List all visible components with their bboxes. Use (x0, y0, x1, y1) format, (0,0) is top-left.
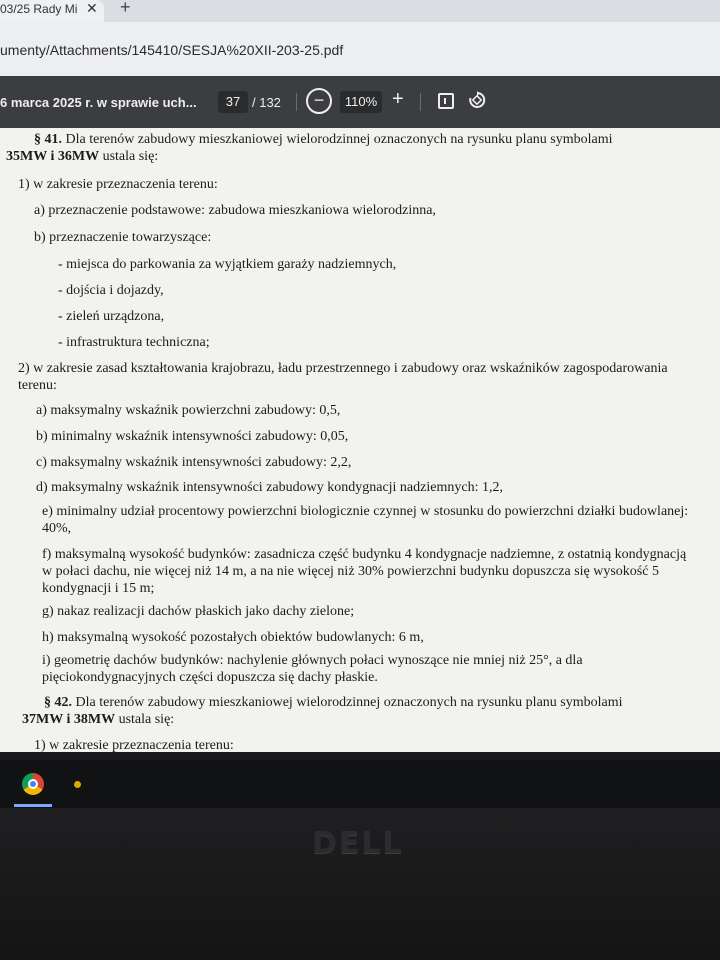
paragraph-41-symbols: 35MW i 36MW ustala się: (6, 149, 159, 164)
tab-title: 03/25 Rady Mi (0, 2, 78, 16)
address-bar[interactable] (0, 22, 720, 76)
document-title: 6 marca 2025 r. w sprawie uch... (0, 95, 197, 110)
list-item: 2) w zakresie zasad kształtowania krajobrazu, ładu przestrzennego i zabudowy oraz wskaźników zagospodarowania terenu: (18, 361, 668, 393)
list-item: - zieleń urządzona, (58, 309, 165, 324)
list-item: c) maksymalny wskaźnik intensywności zabudowy: 2,2, (36, 455, 352, 470)
list-item: - miejsca do parkowania za wyjątkiem garaży nadziemnych, (58, 257, 397, 272)
toolbar-divider (296, 93, 297, 111)
url-text[interactable]: umenty/Attachments/145410/SESJA%20XII-203-25.pdf (0, 42, 344, 58)
brand-logo: DELL (312, 826, 404, 861)
app-indicator-icon[interactable] (74, 781, 81, 788)
pdf-page (0, 128, 720, 752)
list-item: 1) w zakresie przeznaczenia terenu: (34, 738, 234, 752)
paragraph-41-heading: § 41. Dla terenów zabudowy mieszkaniowej wielorodzinnej oznaczonych na rysunku planu symbolami (34, 132, 613, 147)
list-item: h) maksymalną wysokość pozostałych obiektów budowlanych: 6 m, (42, 630, 424, 645)
zoom-in-button[interactable]: + (392, 88, 404, 110)
rotate-icon[interactable] (468, 91, 486, 109)
list-item: f) maksymalną wysokość budynków: zasadnicza część budynku 4 kondygnacje nadziemne, z ostatnią kondygnacją w połaci dachu, nie więcej niż 14 m, a na nie więcej niż 30% powierzchni budynku dopuszcza się wysokość 5 kondygnacji i 15 m; (42, 547, 687, 596)
browser-tabstrip (0, 0, 720, 22)
list-item: b) przeznaczenie towarzyszące: (34, 230, 212, 245)
list-item: g) nakaz realizacji dachów płaskich jako dachy zielone; (42, 604, 355, 619)
chrome-icon[interactable] (22, 773, 44, 795)
list-item: e) minimalny udział procentowy powierzchni biologicznie czynnej w stosunku do powierzchni działki budowlanej: 40%, (42, 504, 689, 536)
active-app-indicator (14, 804, 52, 807)
laptop-bezel (0, 808, 720, 960)
zoom-out-button[interactable]: − (306, 88, 332, 114)
pdf-toolbar (0, 76, 720, 128)
list-item: a) przeznaczenie podstawowe: zabudowa mieszkaniowa wielorodzinna, (34, 203, 436, 218)
paragraph-42-symbols: 37MW i 38MW ustala się: (22, 712, 175, 727)
taskbar (0, 760, 720, 808)
fit-page-icon[interactable] (438, 93, 454, 109)
list-item: d) maksymalny wskaźnik intensywności zabudowy kondygnacji nadziemnych: 1,2, (36, 480, 503, 495)
new-tab-button[interactable]: + (120, 0, 131, 17)
list-item: i) geometrię dachów budynków: nachylenie głównych połaci wynoszące nie mniej niż 25°, a dla pięciokondygnacyjnych części dopuszcza się dachy płaskie. (42, 653, 583, 685)
list-item: - infrastruktura techniczna; (58, 335, 210, 350)
page-number-input[interactable]: 37 (218, 91, 248, 113)
paragraph-42-heading: § 42. Dla terenów zabudowy mieszkaniowej wielorodzinnej oznaczonych na rysunku planu symbolami (44, 695, 623, 710)
list-item: b) minimalny wskaźnik intensywności zabudowy: 0,05, (36, 429, 349, 444)
list-item: 1) w zakresie przeznaczenia terenu: (18, 177, 218, 192)
toolbar-divider (420, 93, 421, 111)
zoom-level-input[interactable]: 110% (340, 91, 382, 113)
close-icon[interactable]: ✕ (86, 0, 98, 16)
list-item: - dojścia i dojazdy, (58, 283, 164, 298)
list-item: a) maksymalny wskaźnik powierzchni zabudowy: 0,5, (36, 403, 341, 418)
browser-tab[interactable] (0, 0, 104, 22)
page-total: / 132 (252, 95, 281, 110)
